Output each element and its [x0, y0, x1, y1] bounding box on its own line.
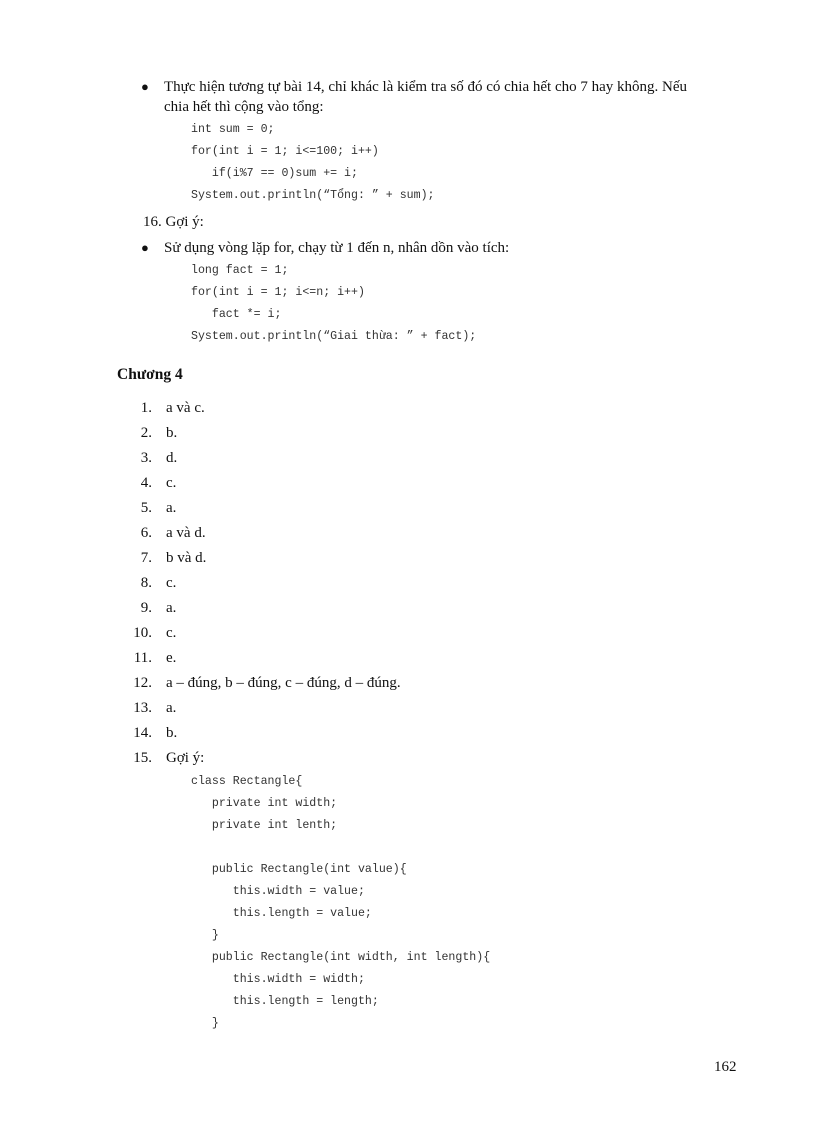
answer-text: a và d.: [166, 525, 206, 541]
answer-number: 15.: [133, 750, 152, 766]
code-line: private int width;: [191, 797, 338, 810]
answer-text: a.: [166, 500, 177, 516]
hint-16-label: 16. Gợi ý:: [143, 214, 204, 230]
answer-text: c.: [166, 575, 177, 591]
answer-number: 4.: [140, 475, 152, 491]
code-line: long fact = 1;: [191, 264, 289, 277]
chapter-heading: Chương 4: [117, 366, 183, 383]
code-line: fact *= i;: [191, 308, 282, 321]
answer-text: b.: [166, 725, 178, 741]
answer-number: 2.: [140, 425, 152, 441]
code-line: public Rectangle(int width, int length){: [191, 951, 491, 964]
answer-number: 11.: [133, 650, 152, 666]
code-line: class Rectangle{: [191, 775, 303, 788]
code-line: for(int i = 1; i<=100; i++): [191, 145, 379, 158]
code-line: public Rectangle(int value){: [191, 863, 407, 876]
answer-number: 12.: [133, 675, 152, 691]
answer-text: a – đúng, b – đúng, c – đúng, d – đúng.: [166, 675, 401, 691]
page-number: 162: [714, 1059, 737, 1075]
answer-number: 6.: [140, 525, 152, 541]
answer-text: c.: [166, 625, 177, 641]
answer-number: 5.: [140, 500, 152, 516]
code-line: }: [191, 929, 219, 942]
answer-number: 8.: [140, 575, 152, 591]
answer-text: a và c.: [166, 400, 205, 416]
answer-number: 13.: [133, 700, 152, 716]
answer-text: Gợi ý:: [166, 750, 205, 766]
bullet-icon: ●: [141, 240, 149, 255]
code-line: System.out.println(“Giai thừa: ” + fact);: [191, 330, 477, 343]
answer-number: 1.: [140, 400, 152, 416]
code-line: if(i%7 == 0)sum += i;: [191, 167, 358, 180]
code-line: }: [191, 1017, 219, 1030]
answer-text: a.: [166, 600, 177, 616]
answer-text: e.: [166, 650, 177, 666]
answer-text: d.: [166, 450, 178, 466]
code-line: this.width = value;: [191, 885, 365, 898]
answer-text: c.: [166, 475, 177, 491]
answer-text: b.: [166, 425, 178, 441]
answer-number: 7.: [140, 550, 152, 566]
answer-number: 9.: [140, 600, 152, 616]
code-line: private int lenth;: [191, 819, 338, 832]
code-line: this.width = width;: [191, 973, 365, 986]
answer-number: 14.: [133, 725, 152, 741]
intro-text-line1: Thực hiện tương tự bài 14, chỉ khác là kiểm tra số đó có chia hết cho 7 hay không. Nếu: [164, 79, 688, 95]
answer-number: 10.: [133, 625, 152, 641]
code-line: this.length = length;: [191, 995, 379, 1008]
answer-text: a.: [166, 700, 177, 716]
answer-text: b và d.: [166, 550, 207, 566]
code-line: int sum = 0;: [191, 123, 275, 136]
code-line: System.out.println(“Tổng: ” + sum);: [191, 189, 435, 202]
bullet-icon: ●: [141, 79, 149, 94]
answer-number: 3.: [140, 450, 152, 466]
fact-bullet-text: Sử dụng vòng lặp for, chạy từ 1 đến n, nhân dồn vào tích:: [164, 240, 510, 256]
intro-text-line2: chia hết thì cộng vào tổng:: [164, 99, 324, 115]
code-line: this.length = value;: [191, 907, 372, 920]
code-line: for(int i = 1; i<=n; i++): [191, 286, 365, 299]
